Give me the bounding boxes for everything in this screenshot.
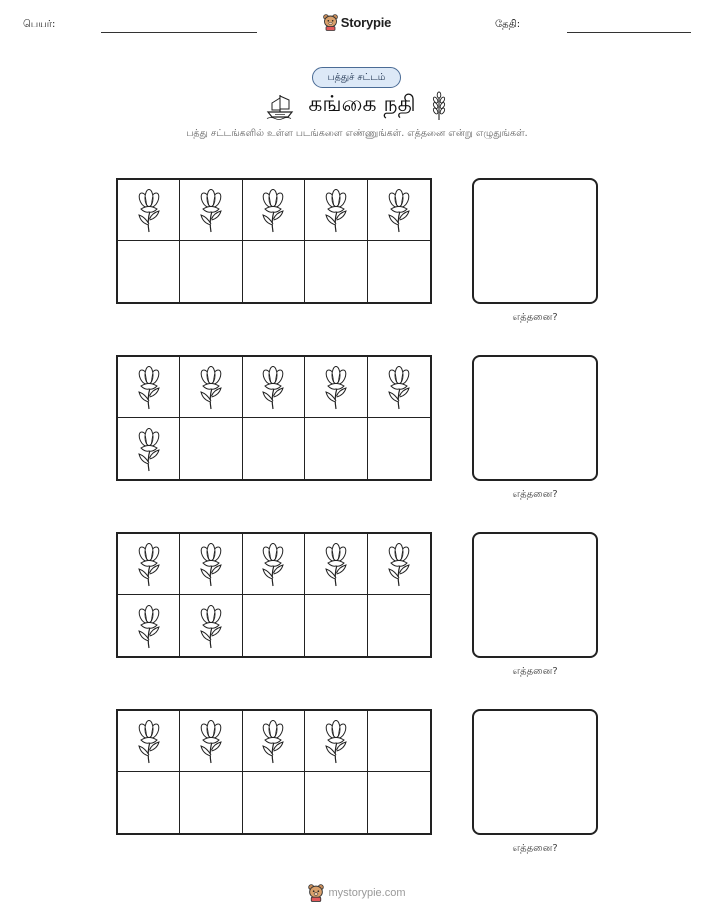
ten-frame-cell	[368, 180, 430, 241]
answer-box[interactable]	[472, 709, 598, 835]
ten-frame-cell	[243, 595, 305, 656]
flower-icon	[255, 364, 291, 410]
flower-icon	[131, 603, 167, 649]
date-label: தேதி:	[495, 19, 521, 30]
ten-frame-cell	[368, 595, 430, 656]
flower-icon	[318, 541, 354, 587]
ten-frame-cell	[243, 180, 305, 241]
ten-frame-cell	[118, 534, 180, 595]
ten-frame-cell	[368, 418, 430, 479]
bear-mascot-icon	[308, 884, 324, 902]
flower-icon	[255, 718, 291, 764]
flower-icon	[131, 426, 167, 472]
brand-name: Storypie	[340, 15, 392, 30]
flower-icon	[193, 541, 229, 587]
flower-icon	[131, 718, 167, 764]
flower-icon	[193, 603, 229, 649]
ten-frame-cell	[368, 241, 430, 302]
ten-frame-cell	[305, 418, 367, 479]
flower-icon	[193, 718, 229, 764]
worksheet-type-badge: பத்துச் சட்டம்	[312, 67, 401, 88]
ten-frame-cell	[368, 772, 430, 833]
instructions: பத்து சட்டங்களில் உள்ள படங்களை எண்ணுங்கள். எத்தனை என்று எழுதுங்கள்.	[186, 128, 528, 139]
footer	[0, 884, 714, 902]
name-line[interactable]	[101, 32, 257, 33]
ten-frame	[116, 355, 432, 481]
footer-url[interactable]: mystorypie.com	[328, 887, 406, 899]
ten-frame-cell	[118, 357, 180, 418]
ten-frame	[116, 178, 432, 304]
ten-frame-cell	[118, 180, 180, 241]
flower-icon	[318, 187, 354, 233]
title-row	[0, 90, 714, 122]
flower-icon	[131, 541, 167, 587]
ten-frame-cell	[180, 180, 242, 241]
page-title: கங்கை நதி	[308, 92, 416, 117]
ten-frame-cell	[180, 711, 242, 772]
ten-frame-cell	[305, 534, 367, 595]
wheat-icon	[430, 91, 448, 121]
ten-frame-cell	[118, 418, 180, 479]
ten-frame-cell	[118, 241, 180, 302]
brand-logo	[0, 14, 714, 31]
answer-box[interactable]	[472, 532, 598, 658]
ten-frame-cell	[368, 534, 430, 595]
ten-frame-cell	[180, 241, 242, 302]
ten-frame-cell	[118, 711, 180, 772]
ten-frame-cell	[368, 711, 430, 772]
answer-question: எத்தனை?	[512, 312, 558, 323]
flower-icon	[381, 541, 417, 587]
ten-frame	[116, 709, 432, 835]
answer-box[interactable]	[472, 178, 598, 304]
flower-icon	[255, 187, 291, 233]
flower-icon	[131, 187, 167, 233]
answer-box[interactable]	[472, 355, 598, 481]
flower-icon	[318, 718, 354, 764]
ten-frame-cell	[180, 418, 242, 479]
flower-icon	[193, 364, 229, 410]
flower-icon	[381, 364, 417, 410]
ten-frame-cell	[180, 772, 242, 833]
flower-icon	[193, 187, 229, 233]
name-label: பெயர்:	[23, 19, 56, 30]
ten-frame-cell	[180, 595, 242, 656]
ten-frame-cell	[305, 241, 367, 302]
flower-icon	[381, 187, 417, 233]
ten-frame-cell	[180, 357, 242, 418]
ten-frame-cell	[368, 357, 430, 418]
answer-question: எத்தனை?	[512, 666, 558, 677]
ten-frame-cell	[305, 357, 367, 418]
ten-frame	[116, 532, 432, 658]
ten-frame-cell	[243, 772, 305, 833]
ten-frame-cell	[305, 772, 367, 833]
flower-icon	[318, 364, 354, 410]
sailboat-icon	[266, 92, 294, 120]
answer-question: எத்தனை?	[512, 843, 558, 854]
ten-frame-cell	[305, 595, 367, 656]
date-line[interactable]	[567, 32, 691, 33]
ten-frame-cell	[180, 534, 242, 595]
bear-mascot-icon	[323, 14, 338, 31]
flower-icon	[255, 541, 291, 587]
ten-frame-cell	[305, 180, 367, 241]
ten-frame-cell	[243, 534, 305, 595]
ten-frame-cell	[118, 772, 180, 833]
ten-frame-cell	[118, 595, 180, 656]
ten-frame-cell	[243, 357, 305, 418]
ten-frame-cell	[243, 241, 305, 302]
flower-icon	[131, 364, 167, 410]
answer-question: எத்தனை?	[512, 489, 558, 500]
ten-frame-cell	[305, 711, 367, 772]
ten-frame-cell	[243, 711, 305, 772]
ten-frame-cell	[243, 418, 305, 479]
